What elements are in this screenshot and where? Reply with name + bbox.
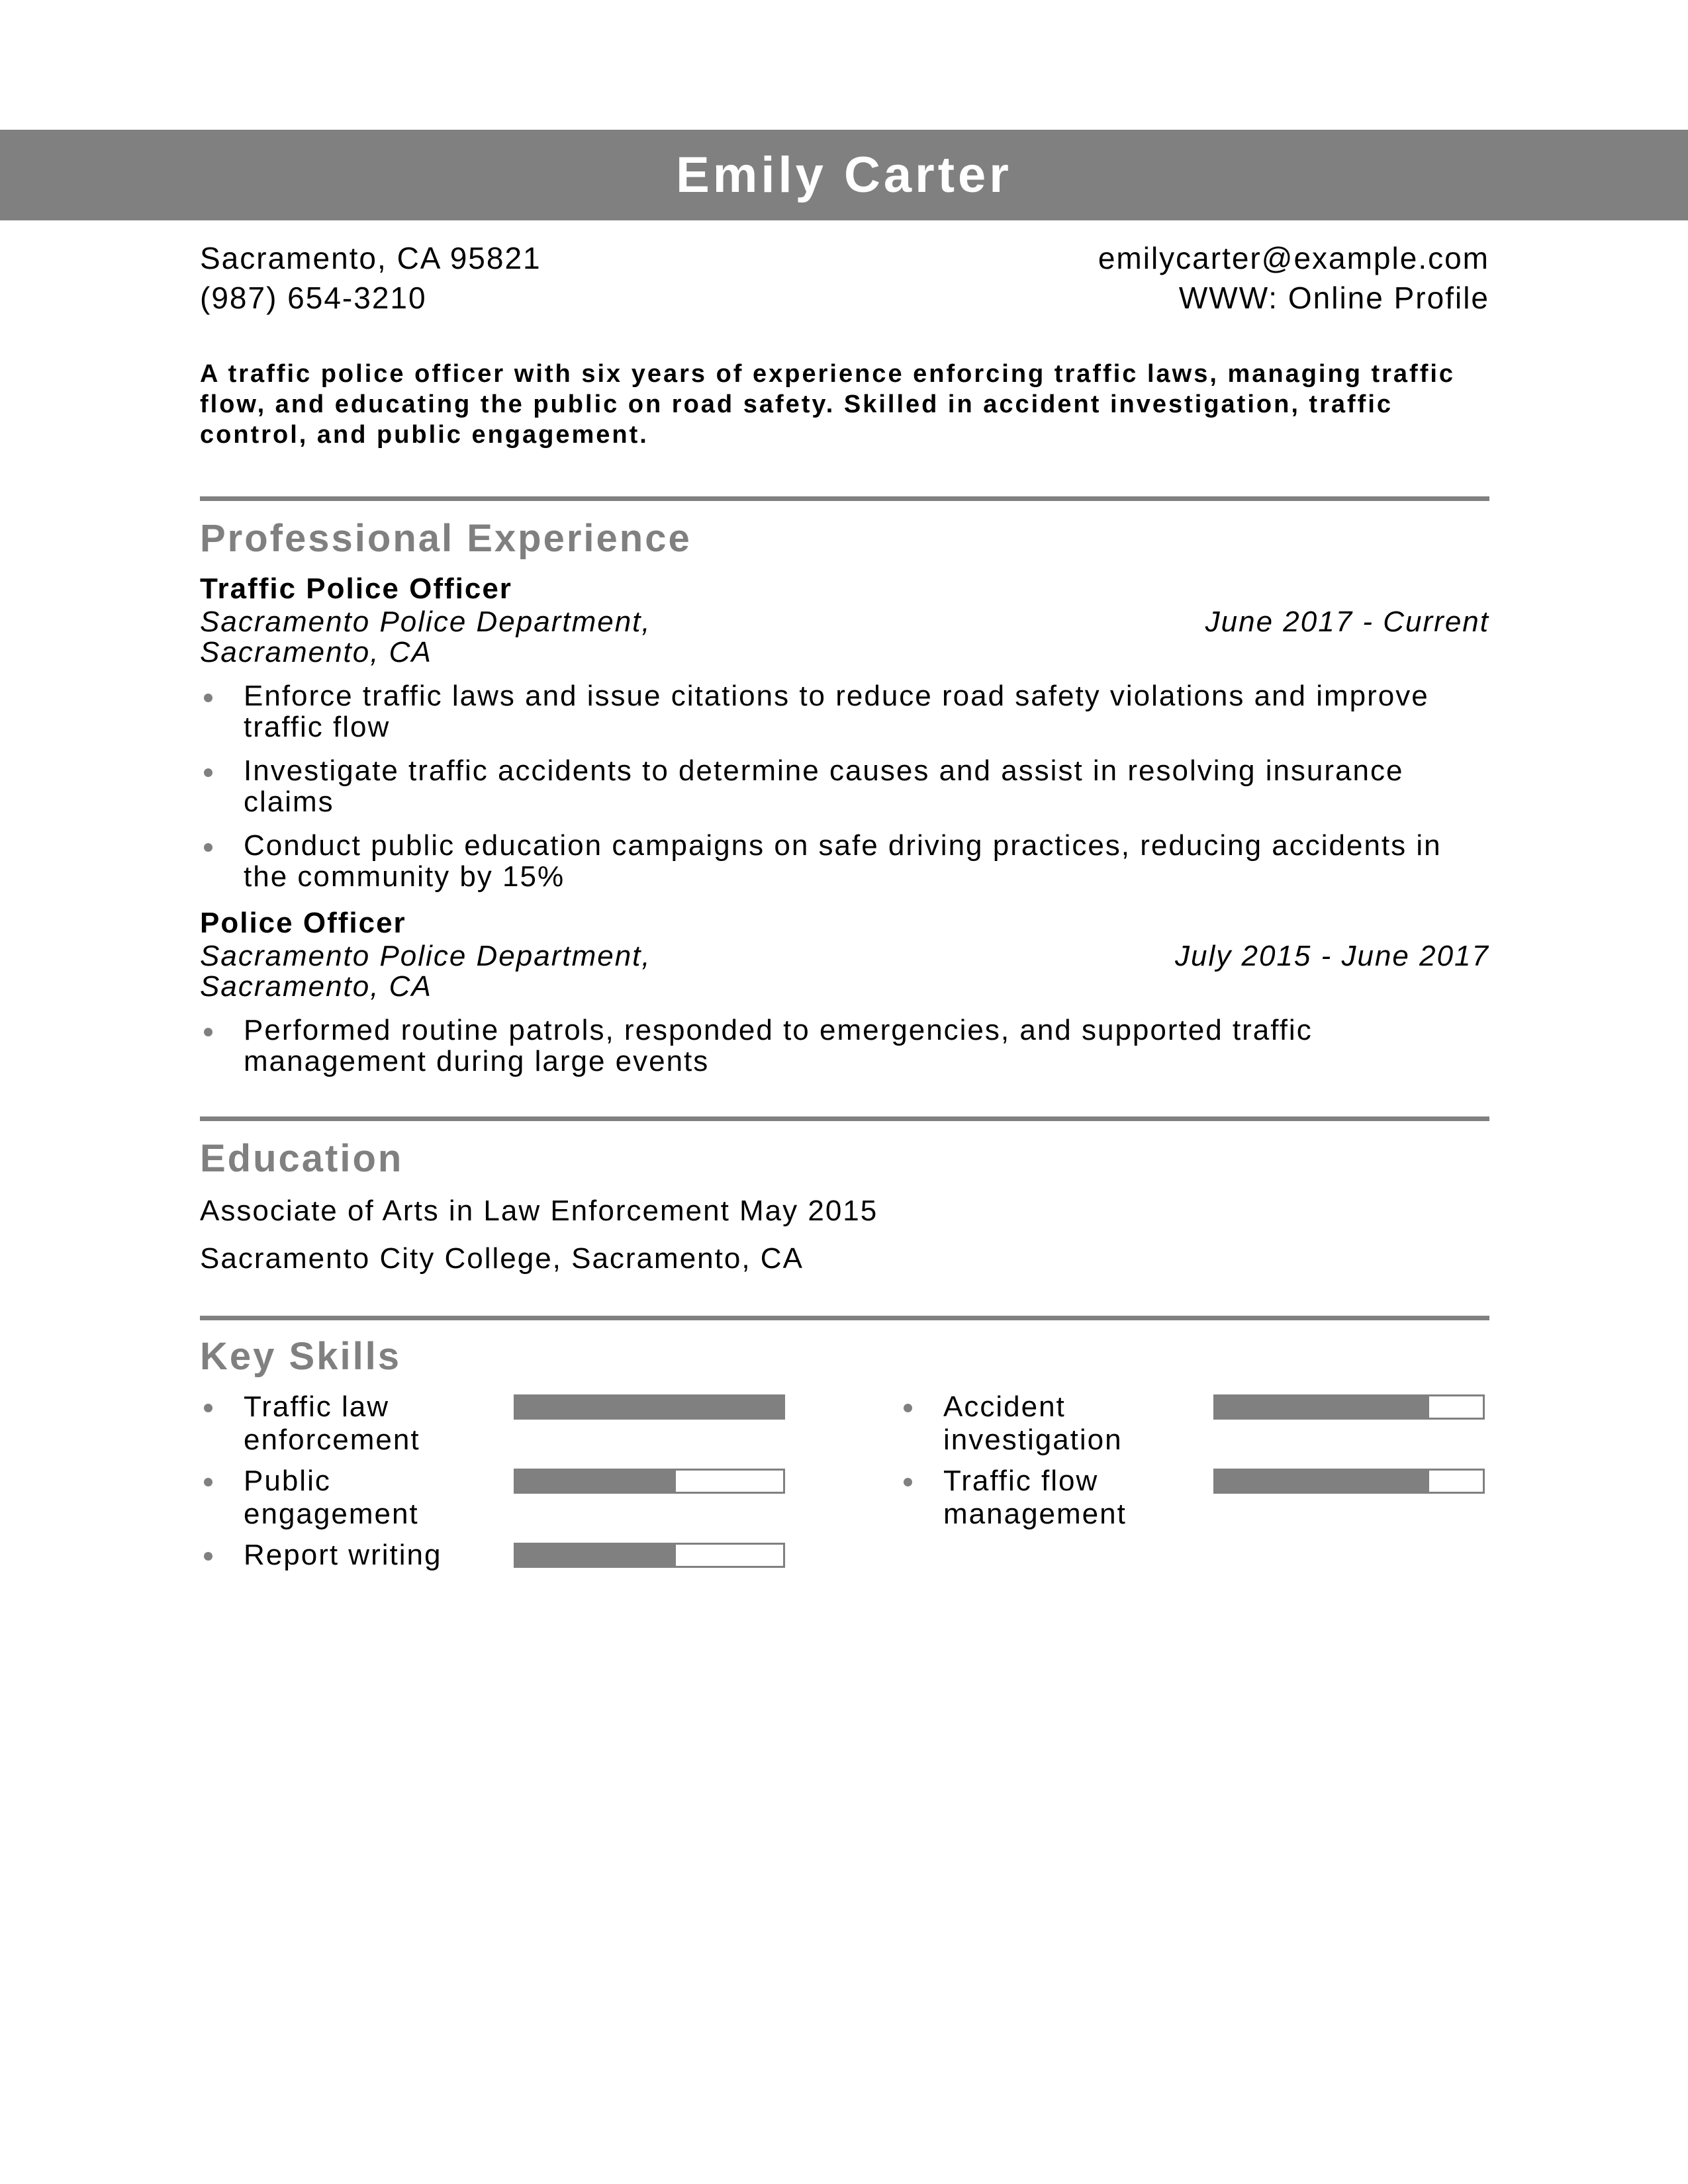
education-school: Sacramento City College, Sacramento, CA (200, 1242, 804, 1275)
education-heading: Education (200, 1137, 404, 1180)
bullet-icon (904, 1404, 912, 1412)
email-link[interactable]: emilycarter@example.com (1098, 241, 1489, 275)
job-company: Sacramento Police Department, Sacramento, CA (200, 940, 651, 1003)
job-bullets (200, 680, 1489, 892)
experience-heading: Professional Experience (200, 517, 692, 560)
job-title: Police Officer (200, 907, 406, 939)
bullet-text: Performed routine patrols, responded to emergencies, and supported traffic management during large events (244, 1014, 1313, 1077)
skill-item (900, 1390, 1562, 1463)
bullet-icon (204, 1552, 212, 1561)
bullet-text: Enforce traffic laws and issue citations to reduce road safety violations and improve traffic flow (244, 680, 1429, 743)
bullet-icon (204, 843, 212, 852)
bullet-icon (204, 694, 212, 702)
website-link[interactable]: WWW: Online Profile (1178, 281, 1489, 315)
skill-level-fill (516, 1545, 676, 1566)
list-item (200, 680, 1489, 743)
list-item (200, 830, 1489, 892)
skill-level-fill (516, 1471, 676, 1492)
bullet-icon (904, 1478, 912, 1486)
job-dates: July 2015 - June 2017 (1175, 940, 1489, 972)
contact-left (200, 238, 541, 318)
job-title: Traffic Police Officer (200, 572, 512, 605)
job-meta (200, 941, 1489, 1002)
contact-right (1098, 238, 1489, 318)
candidate-name: Emily Carter (676, 147, 1012, 203)
skill-item (200, 1539, 862, 1612)
section-divider (200, 1116, 1489, 1121)
education-degree: Associate of Arts in Law Enforcement May 2015 (200, 1195, 878, 1227)
skill-level-bar (514, 1469, 785, 1494)
skills-grid (200, 1390, 1489, 1589)
job-bullets (200, 1015, 1489, 1077)
bullet-icon (204, 768, 212, 777)
skill-label: Traffic flow management (943, 1465, 1127, 1530)
phone-text: (987) 654-3210 (200, 281, 427, 315)
job-entry (200, 571, 1489, 892)
skill-level-fill (1215, 1396, 1429, 1418)
skill-label: Accident investigation (943, 1390, 1123, 1456)
location-text: Sacramento, CA 95821 (200, 241, 541, 275)
bullet-icon (204, 1028, 212, 1036)
skill-item (900, 1465, 1562, 1537)
skill-level-bar (1213, 1394, 1485, 1420)
skill-level-fill (1215, 1471, 1429, 1492)
job-company: Sacramento Police Department, Sacramento, CA (200, 606, 651, 668)
bullet-text: Investigate traffic accidents to determine causes and assist in resolving insurance claims (244, 754, 1404, 818)
section-divider (200, 496, 1489, 501)
job-dates: June 2017 - Current (1205, 606, 1489, 638)
contact-block (200, 238, 1489, 318)
bullet-icon (204, 1478, 212, 1486)
list-item (200, 1015, 1489, 1077)
header-band (0, 130, 1688, 220)
skill-label: Public engagement (244, 1465, 419, 1530)
skill-level-bar (514, 1543, 785, 1568)
skill-label: Traffic law enforcement (244, 1390, 420, 1456)
skill-level-fill (516, 1396, 783, 1418)
skills-heading: Key Skills (200, 1335, 402, 1378)
skill-item (200, 1465, 862, 1537)
bullet-icon (204, 1404, 212, 1412)
bullet-text: Conduct public education campaigns on safe driving practices, reducing accidents in the community by 15% (244, 829, 1442, 893)
summary-text: A traffic police officer with six years of experience enforcing traffic laws, managing traffic flow, and educating the public on road safety. Skilled in accident investigation, traffic control, and public engagement. (200, 360, 1456, 449)
section-divider (200, 1316, 1489, 1320)
skill-label: Report writing (244, 1539, 442, 1571)
job-entry (200, 905, 1489, 1077)
skill-level-bar (514, 1394, 785, 1420)
list-item (200, 755, 1489, 817)
skill-item (200, 1390, 862, 1463)
job-meta (200, 607, 1489, 668)
resume-body (200, 238, 1489, 1589)
skill-level-bar (1213, 1469, 1485, 1494)
